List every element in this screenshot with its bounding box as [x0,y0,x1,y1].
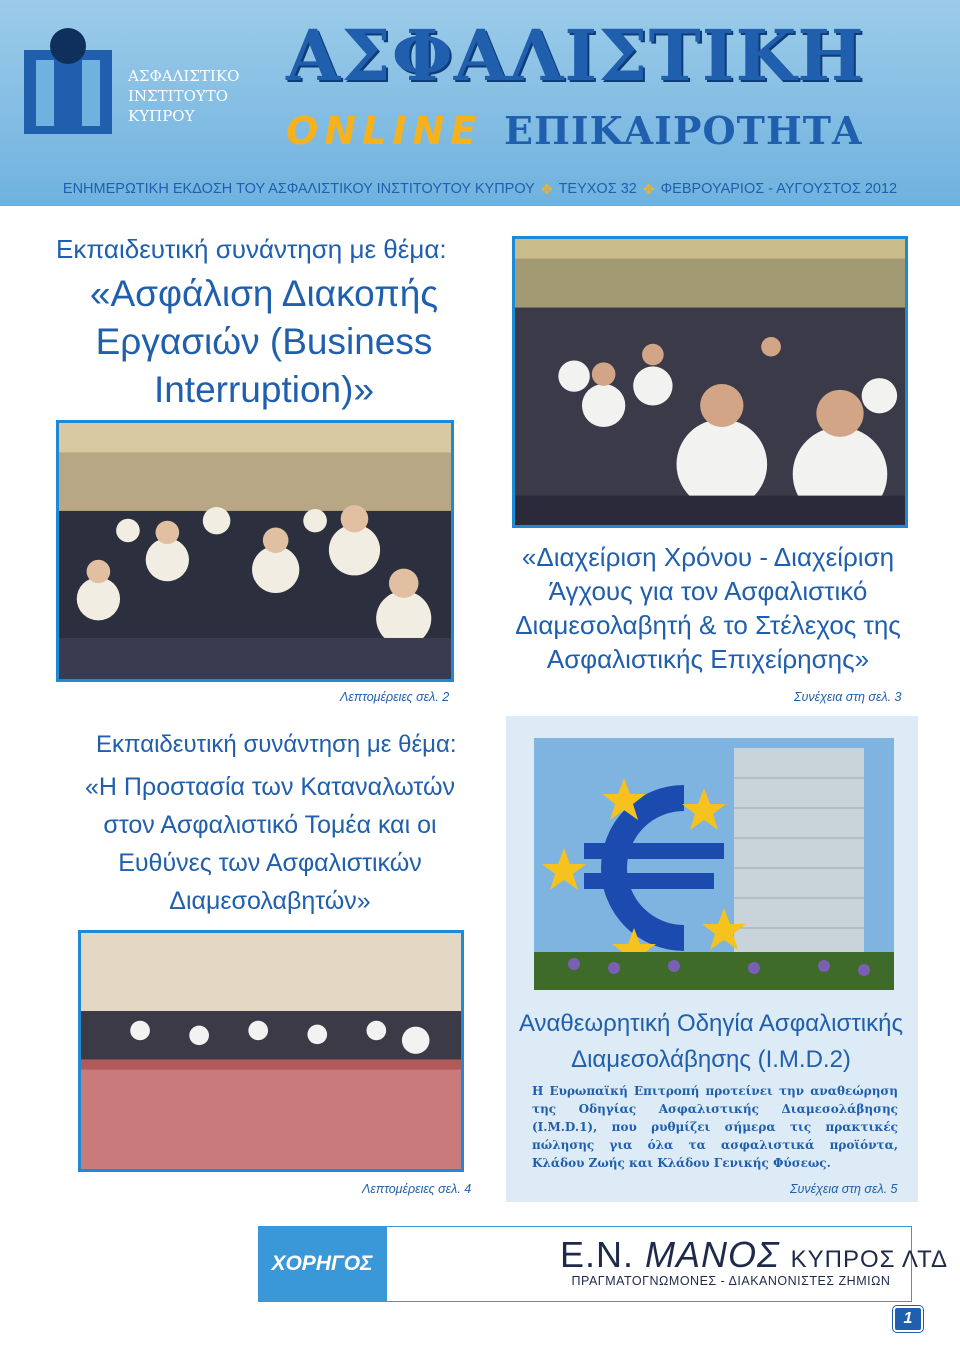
article1-kicker: Εκπαιδευτική συνάντηση με θέμα: [56,234,447,264]
article1-photo [56,420,454,682]
article3-title: «Η Προστασία των Καταναλωτών στον Ασφαλιστικό Τομέα και οι Ευθύνες των Ασφαλιστικών Διαμεσολαβητών» [85,773,455,915]
sponsor-name-suffix: ΚΥΠΡΟΣ ΛΤΔ [790,1246,949,1273]
news-label: ΕΠΙΚΑΙΡΟΤΗΤΑ [504,108,863,153]
article3-photo [78,930,464,1172]
sponsor-name [560,1234,948,1276]
article2-more-link[interactable]: Συνέχεια στη σελ. 3 [794,690,902,704]
sponsor-label: ΧΟΡΗΓΟΣ [258,1226,386,1302]
issue-description: ΕΝΗΜΕΡΩΤΙΚΗ ΕΚΔΟΣΗ ΤΟΥ ΑΣΦΑΛΙΣΤΙΚΟΥ ΙΝΣΤΙΤΟΥΤΟΥ ΚΥΠΡΟΥ [62,181,535,197]
institute-name [128,66,268,126]
sponsor-name-main: ΜΑΝΟΣ [645,1234,780,1275]
institute-line: ΑΣΦΑΛΙΣΤΙΚΟ [128,67,240,85]
article1-more-link[interactable]: Λεπτομέρειες σελ. 2 [340,690,450,704]
sponsor-subtitle: ΠΡΑΓΜΑΤΟΓΝΩΜΟΝΕΣ - ΔΙΑΚΑΝΟΝΙΣΤΕΣ ΖΗΜΙΩΝ [571,1274,891,1288]
article2-title: «Διαχείριση Χρόνου - Διαχείριση Άγχους για τον Ασφαλιστικό Διαμεσολαβητή & το Στέλεχος της Ασφαλιστικής Επιχείρησης» [515,542,901,674]
diamond-icon: ✥ [540,180,553,197]
diamond-icon: ✥ [642,180,655,197]
article1-title: «Ασφάλιση Διακοπής Εργασιών (Business Interruption)» [89,273,439,410]
online-label: ONLINE [286,109,483,153]
issue-period: ΦΕΒΡΟΥΑΡΙΟΣ - ΑΥΓΟΥΣΤΟΣ 2012 [660,181,898,197]
article4-body: Η Ευρωπαϊκή Επιτροπή προτείνει την αναθεώρηση της Οδηγίας Ασφαλιστικής Διαμεσολάβησης (I.M.D.1), που ρυθμίζει σήμερα τις πρακτικές πώλησης για όλα τα ασφαλιστικά προϊόντα, Κλάδου Ζωής και Κλάδου Γενικής Φύσεως. [532,1084,898,1170]
article4-title: Αναθεωρητική Οδηγία Ασφαλιστικής Διαμεσολάβησης (I.M.D.2) [518,1010,904,1073]
issue-strip [0,172,960,206]
article3-kicker: Εκπαιδευτική συνάντηση με θέμα: [96,731,457,758]
article4-more-link[interactable]: Συνέχεια στη σελ. 5 [790,1182,898,1196]
issue-number: ΤΕΥΧΟΣ 32 [558,181,637,197]
article2-photo [512,236,908,528]
institute-line: ΚΥΠΡΟΥ [128,107,195,125]
institute-logo [24,28,112,134]
publication-title: ΑΣΦΑΛΙΣΤΙΚΗ [286,14,865,97]
page-number: 1 [893,1306,923,1332]
sponsor-name-prefix: Ε.Ν. [560,1234,635,1275]
article4-photo [534,738,894,990]
masthead [0,0,960,206]
article3-more-link[interactable]: Λεπτομέρειες σελ. 4 [362,1182,472,1196]
institute-line: ΙΝΣΤΙΤΟΥΤΟ [128,87,229,105]
